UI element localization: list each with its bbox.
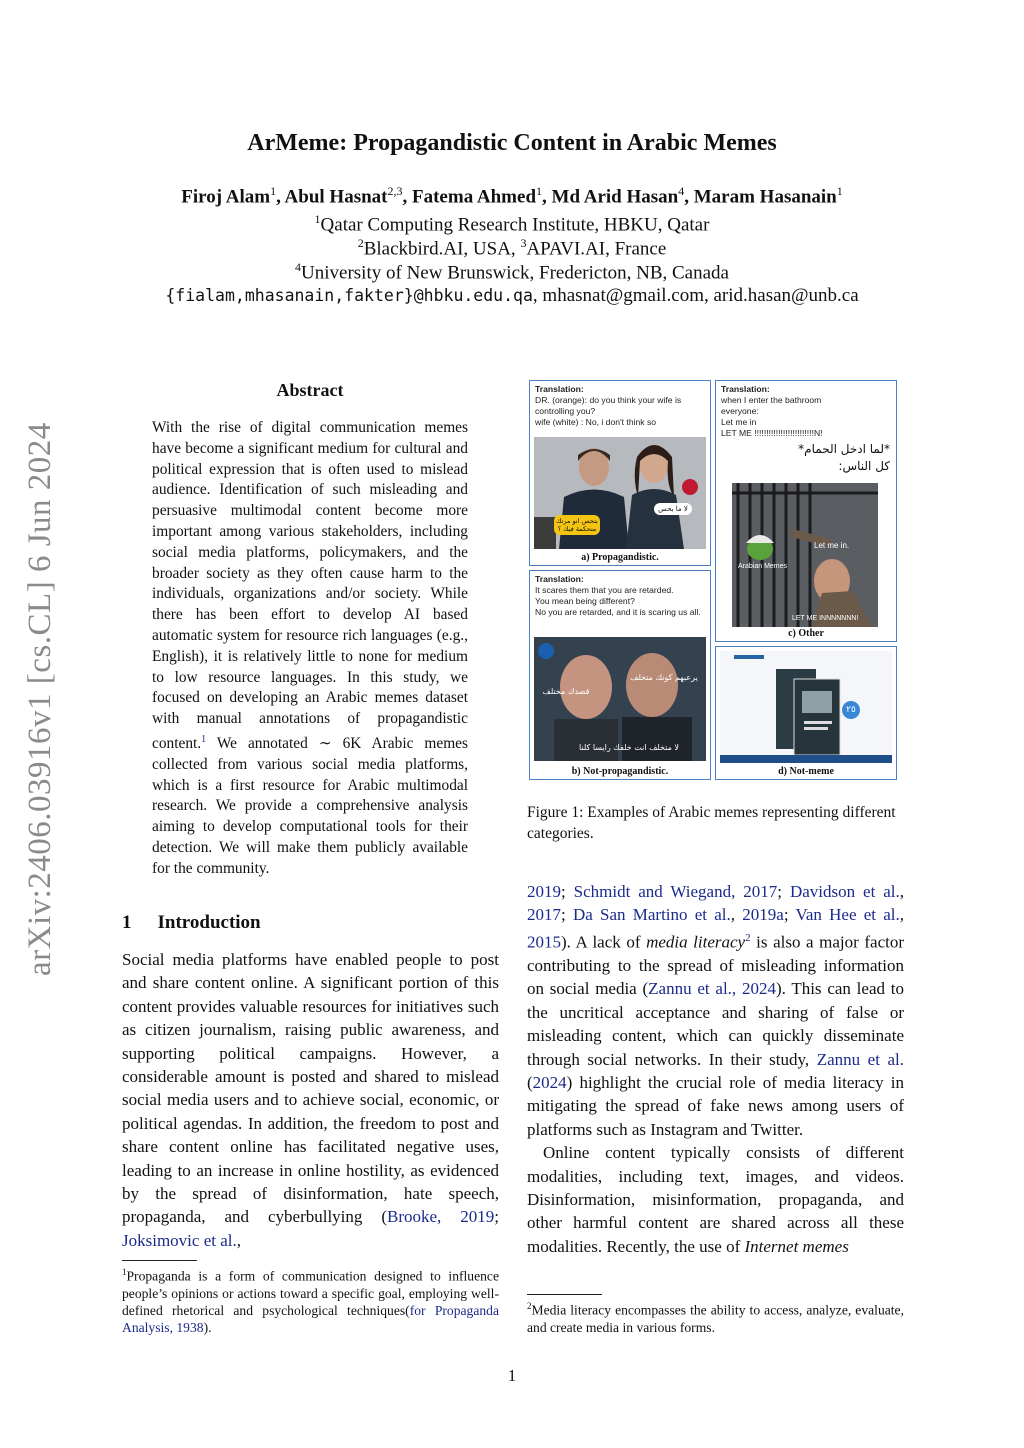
figure-1 [527, 378, 901, 786]
speech-bubble-white: لا ما بحس [654, 503, 692, 515]
citation-joksimovic-year[interactable]: 2019 [527, 882, 561, 901]
meme-image-couple [534, 437, 706, 549]
let-me-in-illustration [732, 483, 878, 627]
meme-image-let-me-in [732, 483, 878, 627]
author-name: Fatema Ahmed [412, 186, 537, 208]
author-separator: , [276, 186, 285, 208]
panel-d-label: d) Not-meme [778, 766, 834, 777]
image-text-ar-1: يرعبهم كونك متخلف [630, 673, 698, 682]
citation-zannu-2[interactable]: Zannu et al. [816, 1049, 904, 1069]
author-emails: {fialam,mhasanain,fakter}@hbku.edu.qa, mhasnat@gmail.com, arid.hasan@unb.ca [165, 285, 859, 306]
author-affiliation-mark: 2,3 [387, 184, 403, 198]
image-text-watermark: Arabian Memes [738, 563, 788, 570]
meme-panel-propagandistic: Translation: DR. (orange): do you think your wife is controlling you? wife (white) : No, i don't think so بتحس انو مرتك متحكمة فيك ؟ لا ما بحس a) Propagandistic. [529, 380, 711, 566]
affiliation-4: $^4$University of New Brunswick, Fredericton, NB, Canada [295, 260, 729, 284]
intro-paragraph-2: Online content typically consists of different modalities, including text, images, and videos. Disinformation, misinformation, propaganda, and other harmful content are shared across all these modalities. Recently, the use of Internet memes [527, 1143, 904, 1256]
citation-brooke[interactable]: Brooke, 2019 [387, 1207, 495, 1227]
citation-vanhee[interactable]: Van Hee et al. [795, 905, 900, 925]
author-name: Md Arid Hasan [551, 186, 679, 208]
price-badge: ٢٥ [842, 701, 860, 719]
citation-zannu-2-year[interactable]: 2024 [532, 1072, 567, 1092]
author-name: Firoj Alam [181, 186, 271, 208]
abstract-text: With the rise of digital communication memes have become a significant medium for cultural and political expression that is often used to mislead audience. Identification of such misleading and persuasive multimodal content become more important among various stakeholders, including social media platforms, policymakers, and the broader society as they often cause harm to the individuals, organizations and/or society. While there has been effort to develop AI based automatic system for resource rich languages (e.g., English), it is relatively little to none for medium to low resource languages. In this study, we focused on developing an Arabic memes dataset with manual annotations of propagandistic content.$^1$ We annotated ∼ 6K Arabic memes collected from various social media platforms, which is a first resource for Arabic multimodal research. We provide a comprehensive analysis aiming to develop computational tools for their detection. We will make them publicly available for the community. [152, 419, 468, 877]
citation-joksimovic[interactable]: Joksimovic et al. [122, 1230, 237, 1250]
image-text-let-me-innn: LET ME INNNNNNN! [792, 615, 859, 622]
citation-vanhee-year[interactable]: 2015 [527, 932, 561, 952]
footnote-rule-right [527, 1294, 602, 1295]
author-affiliation-mark: 1 [270, 184, 277, 198]
author-affiliation-mark: 4 [678, 184, 685, 198]
arxiv-identifier: arXiv:2406.03916v1 [cs.CL] 6 Jun 2024 [22, 422, 58, 976]
figure-caption: Figure 1: Examples of Arabic memes representing different categories. [527, 804, 896, 842]
citation-davidson[interactable]: Davidson et al. [789, 882, 900, 901]
author-separator: , [542, 186, 552, 208]
citation-davidson-year[interactable]: 2017 [527, 905, 561, 925]
abstract-heading: Abstract [276, 380, 344, 400]
arabic-caption: *لما ادخل الحمام* كل الناس: [798, 442, 890, 473]
image-text-let-me-in: Let me in. [814, 541, 850, 550]
footnote-ref-2[interactable]: 2 [745, 931, 751, 944]
meme-panel-not-meme [715, 646, 897, 780]
author-affiliation-mark: 1 [836, 184, 843, 198]
citation-zannu[interactable]: Zannu et al., 2024 [648, 979, 776, 999]
meme-image-book [720, 651, 892, 763]
panel-b-label: b) Not-propagandistic. [571, 766, 669, 777]
citation-propaganda-analysis[interactable]: for Propaganda Analysis, 1938 [122, 1302, 499, 1336]
author-separator: , [402, 186, 412, 208]
citation-schmidt[interactable]: Schmidt and Wiegand, 2017 [573, 882, 778, 901]
meme-image-prison-break [534, 637, 706, 761]
author-name: Maram Hasanain [693, 186, 837, 208]
author-separator: , [684, 186, 694, 208]
footnote-ref-1[interactable]: 1 [201, 733, 207, 745]
affiliation-1: $^1$Qatar Computing Research Institute, HBKU, Qatar [314, 212, 710, 236]
meme-panel-not-propagandistic: Translation: It scares them that you are retarded. You mean being different? No you are retarded, and it is scaring us all. يرعبهم كونك متخلف قصدك مختلف لا متخلف انت خلفك رايسا كلنا b) Not-propagandistic. [529, 570, 711, 780]
image-text-ar-3: لا متخلف انت خلفك رايسا كلنا [579, 743, 679, 752]
panel-a-label: a) Propagandistic. [581, 552, 659, 563]
panel-c-label: c) Other [788, 628, 824, 639]
citation-dasanmartino-year[interactable]: 2019a [742, 905, 784, 925]
affiliation-2-3: $^2$Blackbird.AI, USA, $^3$APAVI.AI, France [357, 236, 667, 260]
intro-left-column: Social media platforms have enabled people to post and share content online. A significant portion of this content provides valuable resources for initiatives such as citizen journalism, raising public awareness, and supporting political campaigns. However, a considerable amount is posted and shared to mislead social media users and to achieve social, economic, or political agendas. In addition, the freedom to post and share content online has facilitated negative uses, leading to an increase in online hostility, as evidenced by the spread of disinformation, hate speech, propaganda, and cyberbullying (Brooke, 2019; Joksimovic et al., [122, 950, 499, 1250]
section-heading-introduction: 1 Introduction [122, 912, 261, 933]
citation-dasanmartino[interactable]: Da San Martino et al. [572, 905, 731, 925]
author-affiliation-mark: 1 [536, 184, 543, 198]
page-number: 1 [507, 1366, 517, 1385]
paper-title: ArMeme: Propagandistic Content in Arabic Memes [247, 130, 777, 156]
speech-bubble-orange: بتحس انو مرتك متحكمة فيك ؟ [554, 515, 600, 535]
image-text-ar-2: قصدك مختلف [542, 687, 590, 696]
author-name: Abul Hasnat [284, 186, 388, 208]
footnote-2: $^2$Media literacy encompasses the ability to access, analyze, evaluate, and create media in various forms. [527, 1301, 904, 1335]
meme-panel-other: Translation: when I enter the bathroom everyone: Let me in LET ME !!!!!!!!!!!!!!!!!!!!!!!!!N! *لما ادخل الحمام* كل الناس: Let me in. Arabian Memes LET ME INNNNNNN! c) Other [715, 380, 897, 642]
author-list [0, 184, 1024, 208]
footnote-1: $^1$Propaganda is a form of communication designed to influence people’s opinions or actions toward a specific goal, employing well-defined rhetorical and psychological techniques(for Propaganda Analysis, 1938). [122, 1267, 499, 1336]
book-illustration [720, 651, 892, 763]
footnote-rule-left [122, 1260, 197, 1261]
intro-right-column: 2019; Schmidt and Wiegand, 2017; Davidson et al., 2017; Da San Martino et al., 2019a; Van Hee et al., 2015). A lack of media literacy$^2$ is also a major factor contributing to the spread of misleading information on social media (Zannu et al., 2024). This can lead to the uncritical acceptance and sharing of false or misleading content, which can quickly disseminate through social networks. In their study, Zannu et al. (2024) highlight the crucial role of media literacy in mitigating the spread of fake news among users of platforms such as Instagram and Twitter. Online content typically consists of different modalities, including text, images, and videos. Disinformation, misinformation, propaganda, and other harmful content are shared across all these modalities. Recently, the use of Internet memes [527, 880, 904, 1258]
